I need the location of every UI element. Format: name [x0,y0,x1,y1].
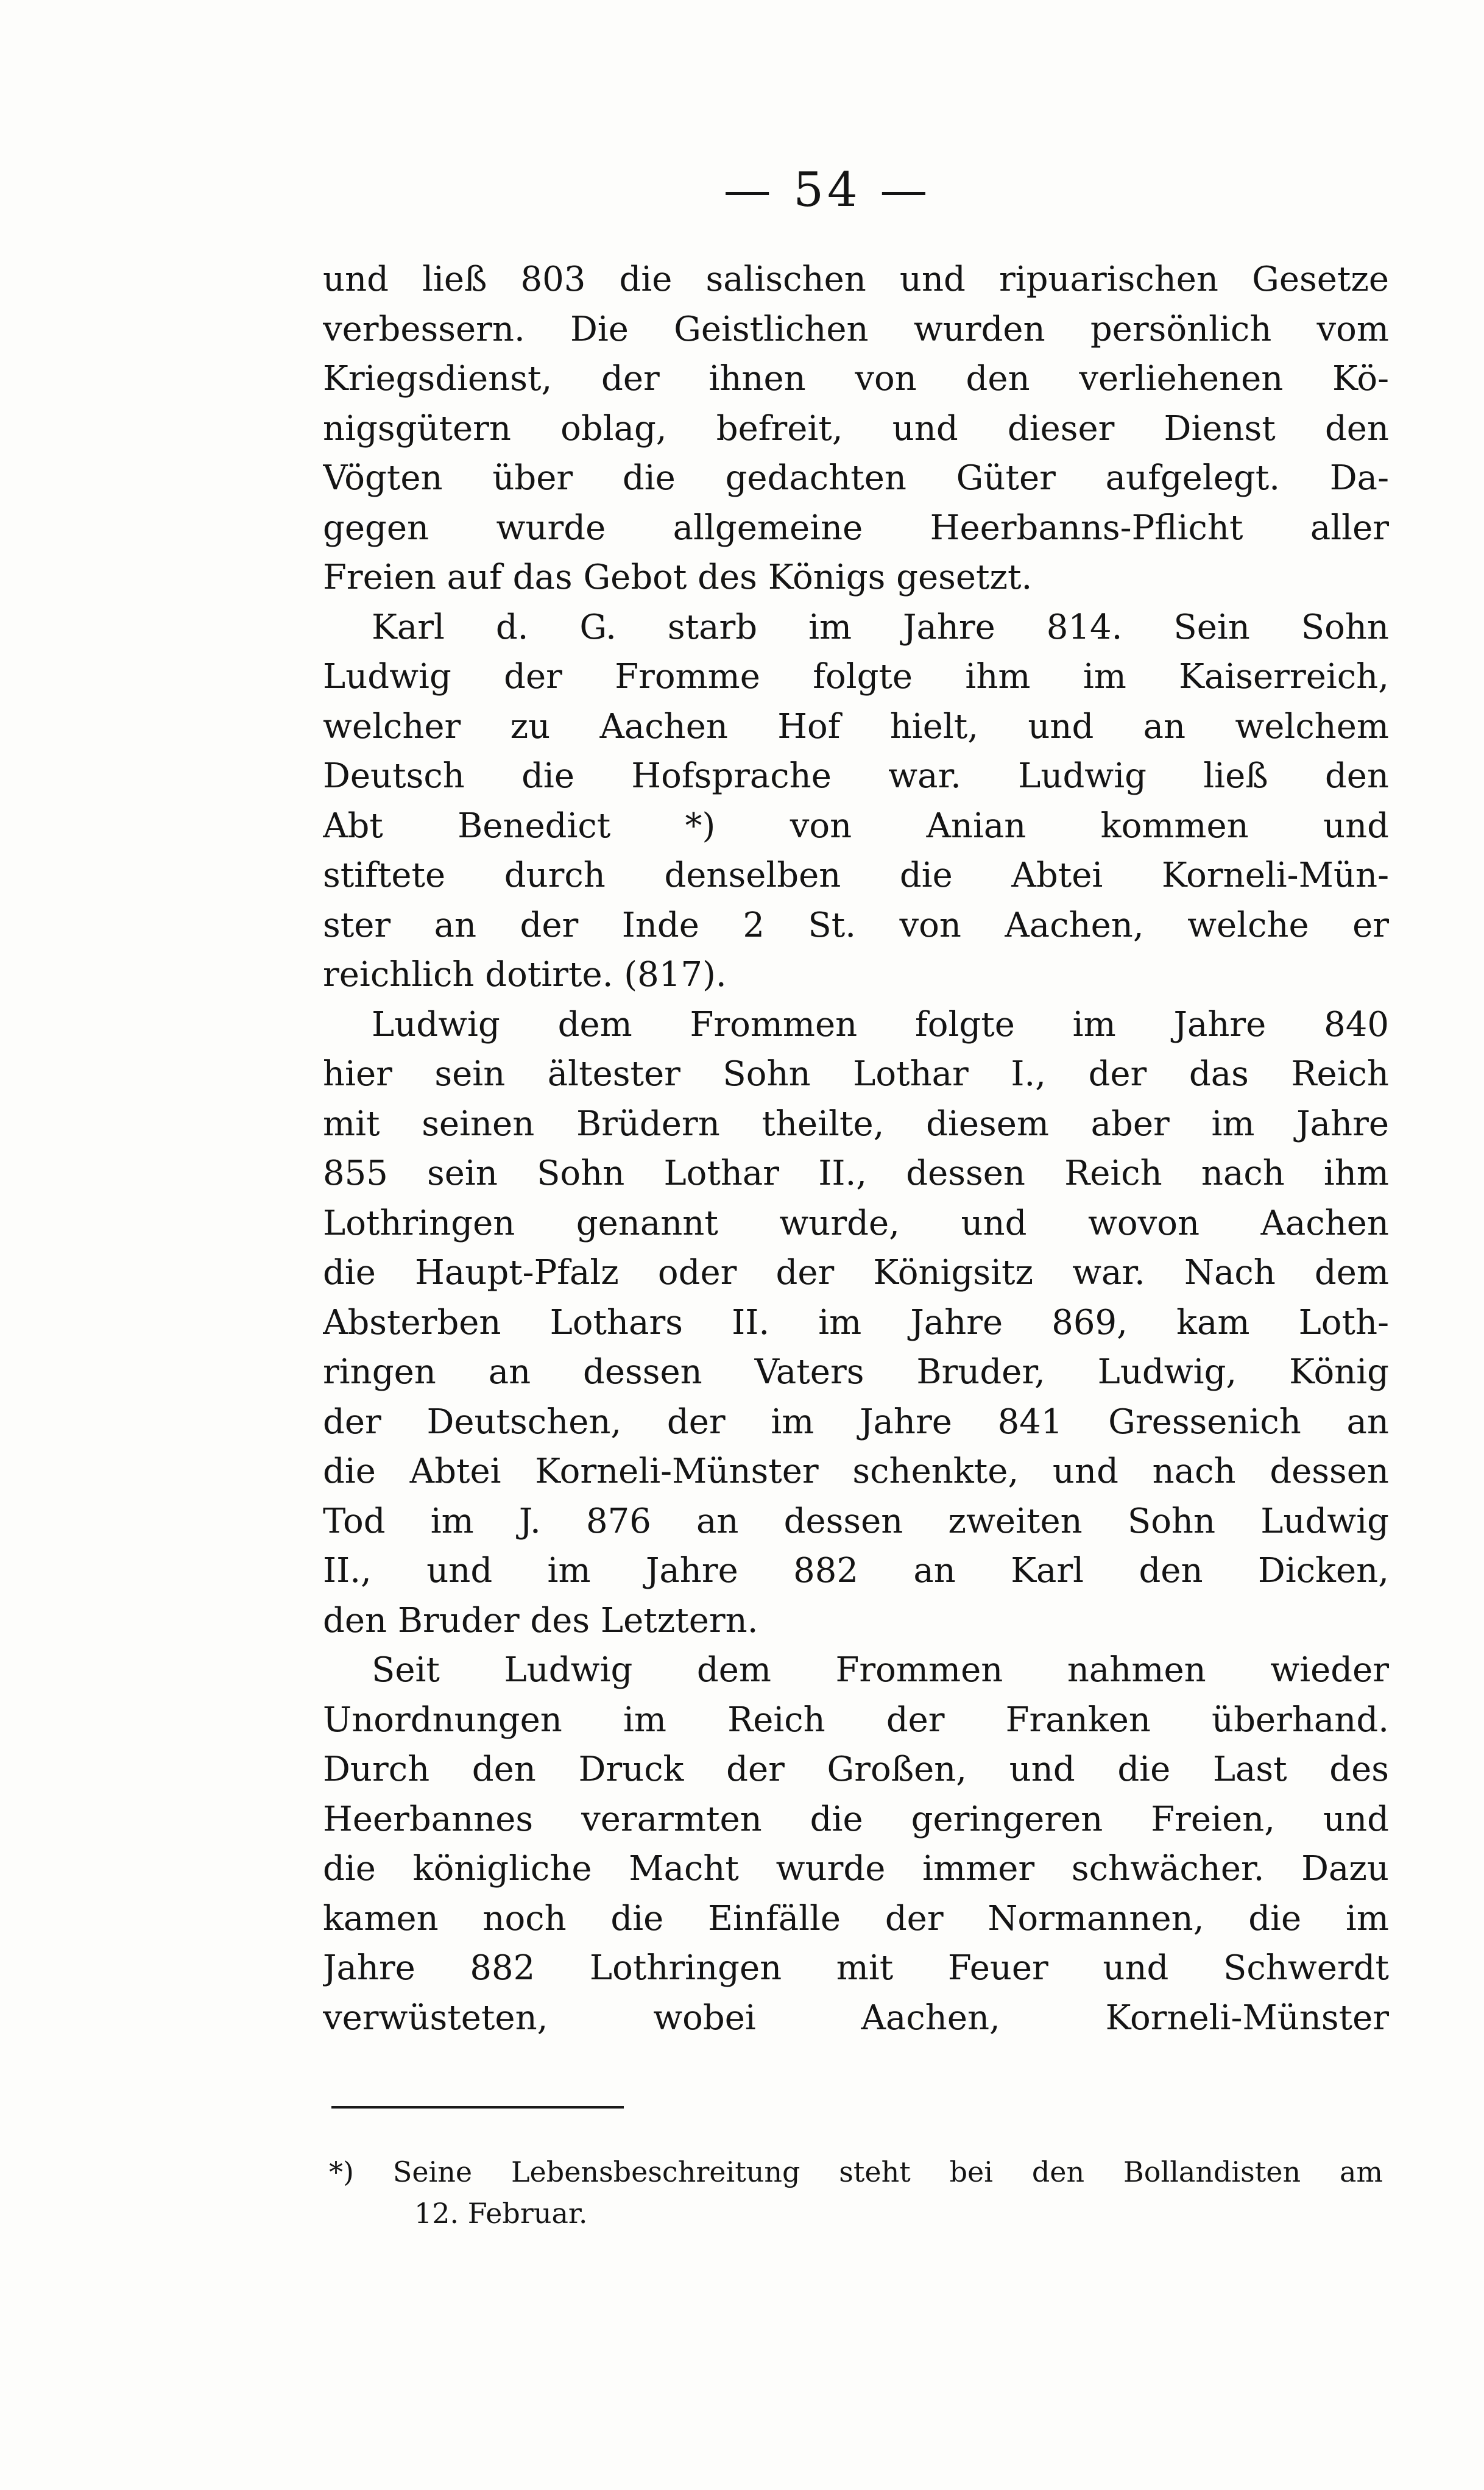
text-line: 855 sein Sohn Lothar II., dessen Reich nach ihm [323,1154,1389,1193]
text-line: Unordnungen im Reich der Franken überhand. [323,1700,1389,1740]
paragraph-start-line: Karl d. G. starb im Jahre 814. Sein Sohn [372,607,1389,647]
text-line: verwüsteten, wobei Aachen, Korneli-Münster [323,1998,1389,2038]
text-line: ringen an dessen Vaters Bruder, Ludwig, König [323,1352,1389,1392]
text-line: Tod im J. 876 an dessen zweiten Sohn Ludwig [323,1501,1389,1541]
text-line: Deutsch die Hofsprache war. Ludwig ließ den [323,756,1389,796]
paragraph-start-line: Seit Ludwig dem Frommen nahmen wieder [372,1650,1389,1690]
footnote-line: *) Seine Lebensbeschreitung steht bei den Bollandisten am [329,2155,1383,2188]
text-line: der Deutschen, der im Jahre 841 Gressenich an [323,1402,1389,1442]
text-line: Durch den Druck der Großen, und die Last des [323,1750,1389,1789]
text-line: Heerbannes verarmten die geringeren Freien, und [323,1799,1389,1839]
text-line: Lothringen genannt wurde, und wovon Aachen [323,1203,1389,1243]
text-line: nigsgütern oblag, befreit, und dieser Dienst den [323,408,1389,449]
text-line: Vögten über die gedachten Güter aufgelegt. Da- [323,458,1389,498]
page-number: — 54 — [723,163,931,218]
text-line: den Bruder des Letztern. [323,1600,758,1640]
text-line: Abt Benedict *) von Anian kommen und [323,806,1389,846]
text-line: Freien auf das Gebot des Königs gesetzt. [323,558,1033,597]
text-line: die Haupt-Pfalz oder der Königsitz war. Nach dem [323,1253,1389,1293]
text-line: Jahre 882 Lothringen mit Feuer und Schwerdt [323,1948,1389,1988]
text-line: welcher zu Aachen Hof hielt, und an welchem [323,706,1389,747]
text-line: Absterben Lothars II. im Jahre 869, kam Loth- [323,1302,1389,1343]
text-line: die Abtei Korneli-Münster schenkte, und nach dessen [323,1452,1389,1491]
text-line: hier sein ältester Sohn Lothar I., der das Reich [323,1054,1389,1094]
body-text [323,255,1389,2043]
text-line: die königliche Macht wurde immer schwächer. Dazu [323,1849,1389,1889]
text-line: Ludwig der Fromme folgte ihm im Kaiserreich, [323,657,1389,697]
text-line: Kriegsdienst, der ihnen von den verliehenen Kö- [323,359,1389,399]
text-line: verbessern. Die Geistlichen wurden persönlich vom [323,309,1389,349]
footnote [329,2151,1383,2234]
text-line: ster an der Inde 2 St. von Aachen, welche er [323,905,1389,945]
text-line: II., und im Jahre 882 an Karl den Dicken, [323,1551,1389,1591]
footnote-line: 12. Februar. [414,2197,588,2230]
text-line: kamen noch die Einfälle der Normannen, die im [323,1898,1389,1938]
text-line: und ließ 803 die salischen und ripuarischen Gesetze [323,260,1389,299]
text-line: reichlich dotirte. (817). [323,955,727,995]
text-line: mit seinen Brüdern theilte, diesem aber im Jahre [323,1104,1389,1144]
footnote-divider [331,2106,624,2109]
paragraph-start-line: Ludwig dem Frommen folgte im Jahre 840 [372,1004,1389,1045]
text-line: gegen wurde allgemeine Heerbanns-Pflicht aller [323,508,1389,548]
text-line: stiftete durch denselben die Abtei Korneli-Mün- [323,856,1389,895]
